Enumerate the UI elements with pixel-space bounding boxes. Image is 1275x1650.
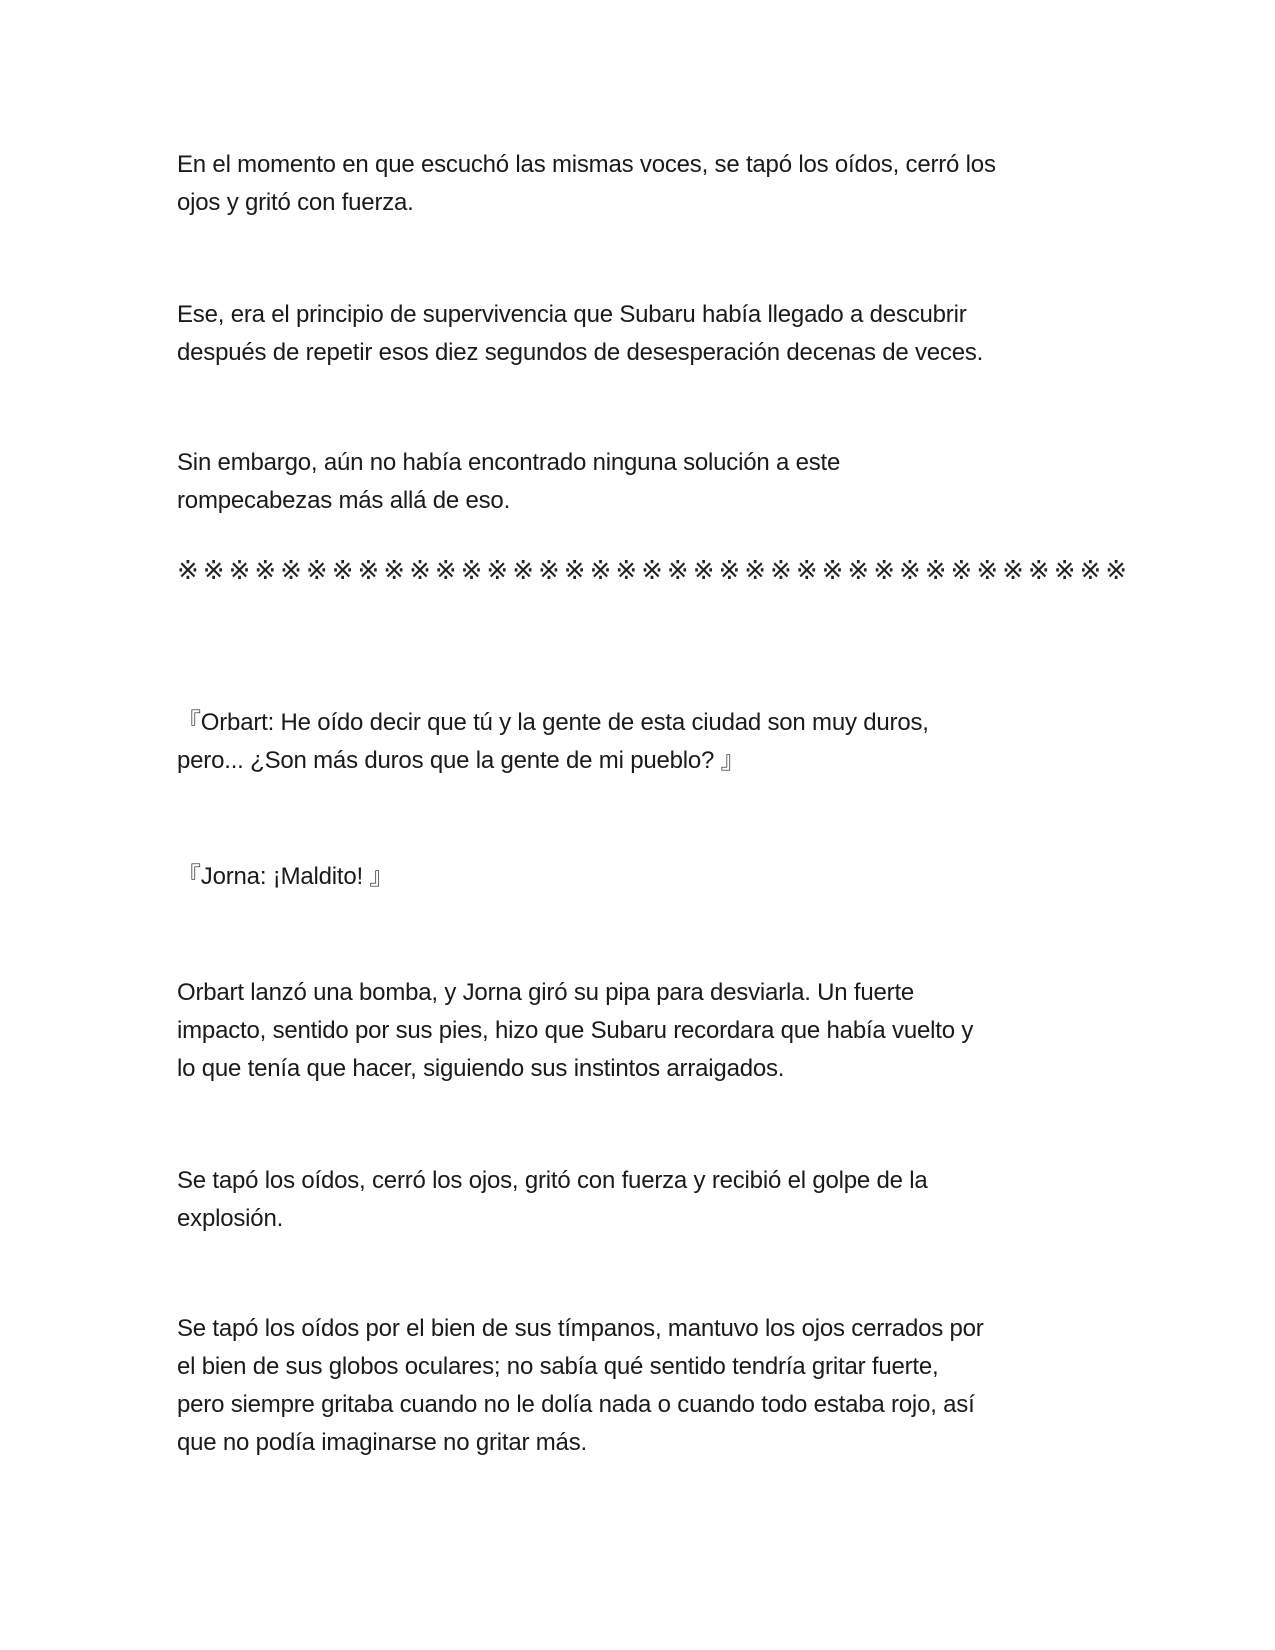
scene-separator: ※※※※※※※※※※※※※※※※※※※※※※※※※※※※※※※※※※※※※ <box>177 556 1132 586</box>
paragraph-3: Sin embargo, aún no había encontrado ninguna solución a este rompecabezas más allá de eso. <box>177 449 841 514</box>
paragraph-6: Orbart lanzó una bomba, y Jorna giró su pipa para desviarla. Un fuerte impacto, sentido por sus pies, hizo que Subaru recordara que había vuelto y lo que tenía que hacer, siguiendo sus instintos arraigados. <box>177 979 974 1082</box>
paragraph-8: Se tapó los oídos por el bien de sus tímpanos, mantuvo los ojos cerrados por el bien de sus globos oculares; no sabía qué sentido tendría gritar fuerte, pero siempre gritaba cuando no le dolía nada o cuando todo estaba rojo, así que no podía imaginarse no gritar más. <box>177 1315 984 1456</box>
paragraph-1: En el momento en que escuchó las mismas voces, se tapó los oídos, cerró los ojos y gritó con fuerza. <box>177 151 996 216</box>
dialogue-jorna: 『Jorna: ¡Maldito! 』 <box>177 863 394 890</box>
paragraph-7: Se tapó los oídos, cerró los ojos, gritó con fuerza y recibió el golpe de la explosión. <box>177 1167 928 1232</box>
paragraph-2: Ese, era el principio de supervivencia que Subaru había llegado a descubrir después de repetir esos diez segundos de desesperación decenas de veces. <box>177 301 984 366</box>
dialogue-orbart: 『Orbart: He oído decir que tú y la gente de esta ciudad son muy duros, pero... ¿Son más duros que la gente de mi pueblo? 』 <box>177 709 929 774</box>
